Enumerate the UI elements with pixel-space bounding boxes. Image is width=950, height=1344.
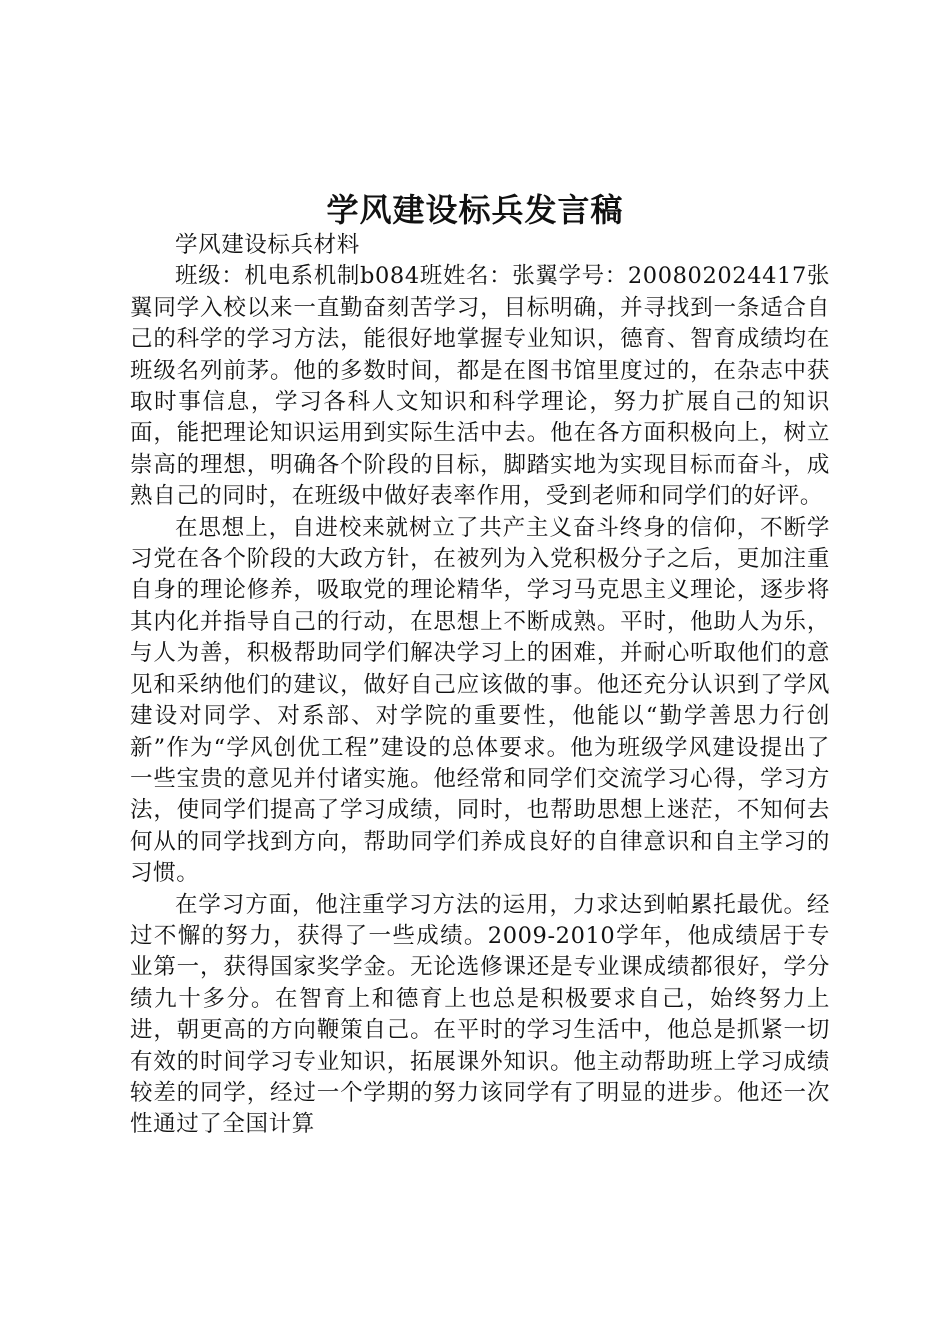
document-body [130,230,830,1141]
paragraph-subtitle: 学风建设标兵材料 [175,232,360,258]
paragraph-student-info: 班级：机电系机制b084班姓名：张翼学号：200802024417张翼同学入校以来一直勤奋刻苦学习，目标明确，并寻找到一条适合自己的科学的学习方法，能很好地掌握专业知识，德育、智育成绩均在班级名列前茅。他的多数时间，都是在图书馆里度过的，在杂志中获取时事信息，学习各科人文知识和科学理论，努力扩展自己的知识面，能把理论知识运用到实际生活中去。他在各方面积极向上，树立崇高的理想，明确各个阶段的目标，脚踏实地为实现目标而奋斗，成熟自己的同时，在班级中做好表率作用，受到老师和同学们的好评。 [130,263,830,510]
paragraph-ideology: 在思想上，自进校来就树立了共产主义奋斗终身的信仰，不断学习党在各个阶段的大政方针，在被列为入党积极分子之后，更加注重自身的理论修养，吸取党的理论精华，学习马克思主义理论，逐步将其内化并指导自己的行动，在思想上不断成熟。平时，他助人为乐，与人为善，积极帮助同学们解决学习上的困难，并耐心听取他们的意见和采纳他们的建议，做好自己应该做的事。他还充分认识到了学风建设对同学、对系部、对学院的重要性，他能以“勤学善思力行创新”作为“学风创优工程”建设的总体要求。他为班级学风建设提出了一些宝贵的意见并付诸实施。他经常和同学们交流学习心得，学习方法，使同学们提高了学习成绩，同时，也帮助思想上迷茫，不知何去何从的同学找到方向，帮助同学们养成良好的自律意识和自主学习的习惯。 [130,514,830,887]
paragraph-study: 在学习方面，他注重学习方法的运用，力求达到帕累托最优。经过不懈的努力，获得了一些成绩。2009-2010学年，他成绩居于专业第一，获得国家奖学金。无论选修课还是专业课成绩都很好，学分绩九十多分。在智育上和德育上也总是积极要求自己，始终努力上进，朝更高的方向鞭策自己。在平时的学习生活中，他总是抓紧一切有效的时间学习专业知识，拓展课外知识。他主动帮助班上学习成绩较差的同学，经过一个学期的努力该同学有了明显的进步。他还一次性通过了全国计算 [130,891,830,1138]
document-title: 学风建设标兵发言稿 [326,191,624,229]
